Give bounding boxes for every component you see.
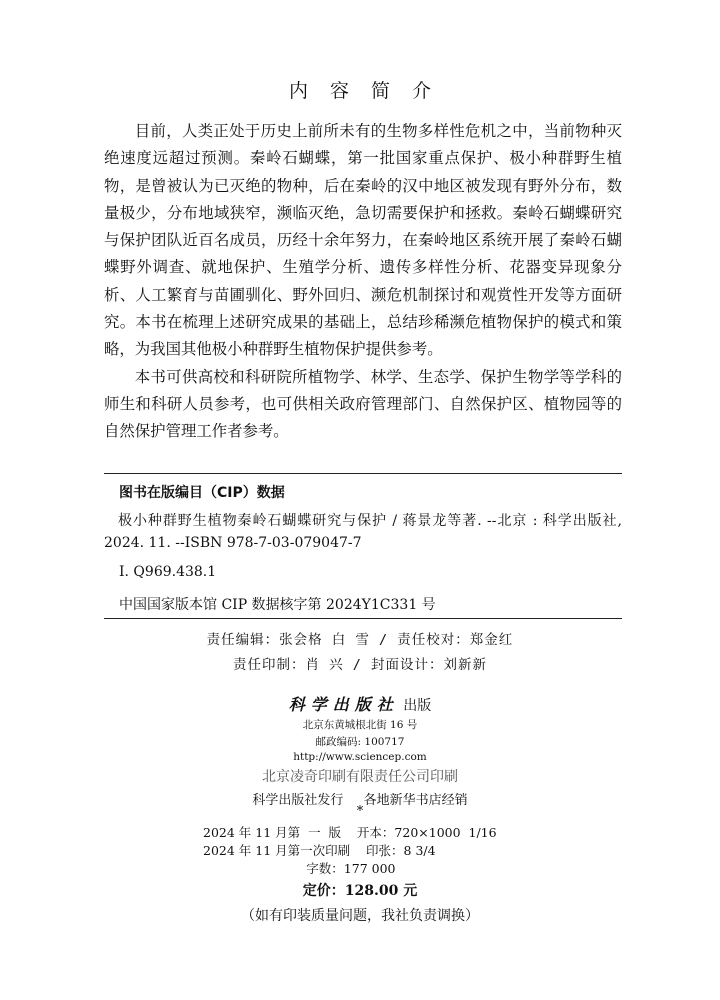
retailer: 各地新华书店经销	[363, 793, 468, 808]
publisher-postcode: 邮政编码: 100717	[315, 736, 405, 748]
printer: 北京凌奇印刷有限责任公司印刷	[262, 769, 458, 785]
publisher-url: http://www.sciencep.com	[293, 751, 427, 763]
cip-bottom-rule	[104, 618, 622, 619]
title-char: 容	[329, 80, 349, 102]
cip-verification: 中国国家版本馆 CIP 数据核字第 2024Y1C331 号	[119, 597, 436, 613]
publisher-logo: 科学出版社	[288, 695, 399, 714]
publisher-line	[0, 692, 720, 715]
title-char: 内	[288, 80, 308, 102]
content-summary	[104, 118, 622, 446]
separator-star: *	[356, 804, 364, 819]
publisher-suffix: 出版	[403, 698, 432, 714]
cip-classification: Ⅰ. Q969.438.1	[119, 564, 217, 580]
page-title	[0, 76, 720, 103]
quality-notice: （如有印装质量问题，我社负责调换）	[241, 908, 479, 924]
title-char: 简	[371, 80, 391, 102]
cip-entry: 极小种群野生植物秦岭石蝴蝶研究与保护 / 蒋景龙等著. --北京 : 科学出版社, 2024. 11. --ISBN 978-7-03-079047-7	[104, 513, 622, 551]
publisher-address: 北京东黄城根北街 16 号	[302, 719, 418, 731]
cip-top-rule	[104, 473, 622, 474]
summary-paragraph: 本书可供高校和科研院所植物学、林学、生态学、保护生物学等学科的师生和科研人员参考，也可供相关政府管理部门、自然保护区、植物园等的自然保护管理工作者参考。	[104, 367, 622, 441]
edition-line: 2024 年 11 月第 一 版 开本：720×1000 1/16	[203, 825, 497, 840]
title-char: 介	[412, 80, 432, 102]
printing-line: 2024 年 11 月第一次印刷 印张：8 3/4	[203, 843, 436, 858]
production-credits: 责任印制：肖 兴 / 封面设计：刘新新	[232, 657, 487, 673]
editor-credits: 责任编辑：张会格 白 雪 / 责任校对：郑金红	[206, 632, 514, 648]
cip-heading: 图书在版编目（CIP）数据	[119, 485, 285, 501]
distributor: 科学出版社发行	[252, 793, 344, 808]
summary-paragraph: 目前，人类正处于历史上前所未有的生物多样性危机之中，当前物种灭绝速度远超过预测。秦岭石蝴蝶，第一批国家重点保护、极小种群野生植物，是曾被认为已灭绝的物种，后在秦岭的汉中地区被发现有野外分布，数量极少，分布地域狭窄，濒临灭绝，急切需要保护和拯救。秦岭石蝴蝶研究与保护团队近百名成员，历经十余年努力，在秦岭地区系统开展了秦岭石蝴蝶野外调查、就地保护、生殖学分析、遗传多样性分析、花器变异现象分析、人工繁育与苗圃驯化、野外回归、濒危机制探讨和观赏性开发等方面研究。本书在梳理上述研究成果的基础上，总结珍稀濒危植物保护的模式和策略，为我国其他极小种群野生植物保护提供参考。	[104, 122, 622, 359]
word-count: 字数：177 000	[203, 861, 396, 876]
price: 定价：128.00 元	[302, 883, 418, 899]
